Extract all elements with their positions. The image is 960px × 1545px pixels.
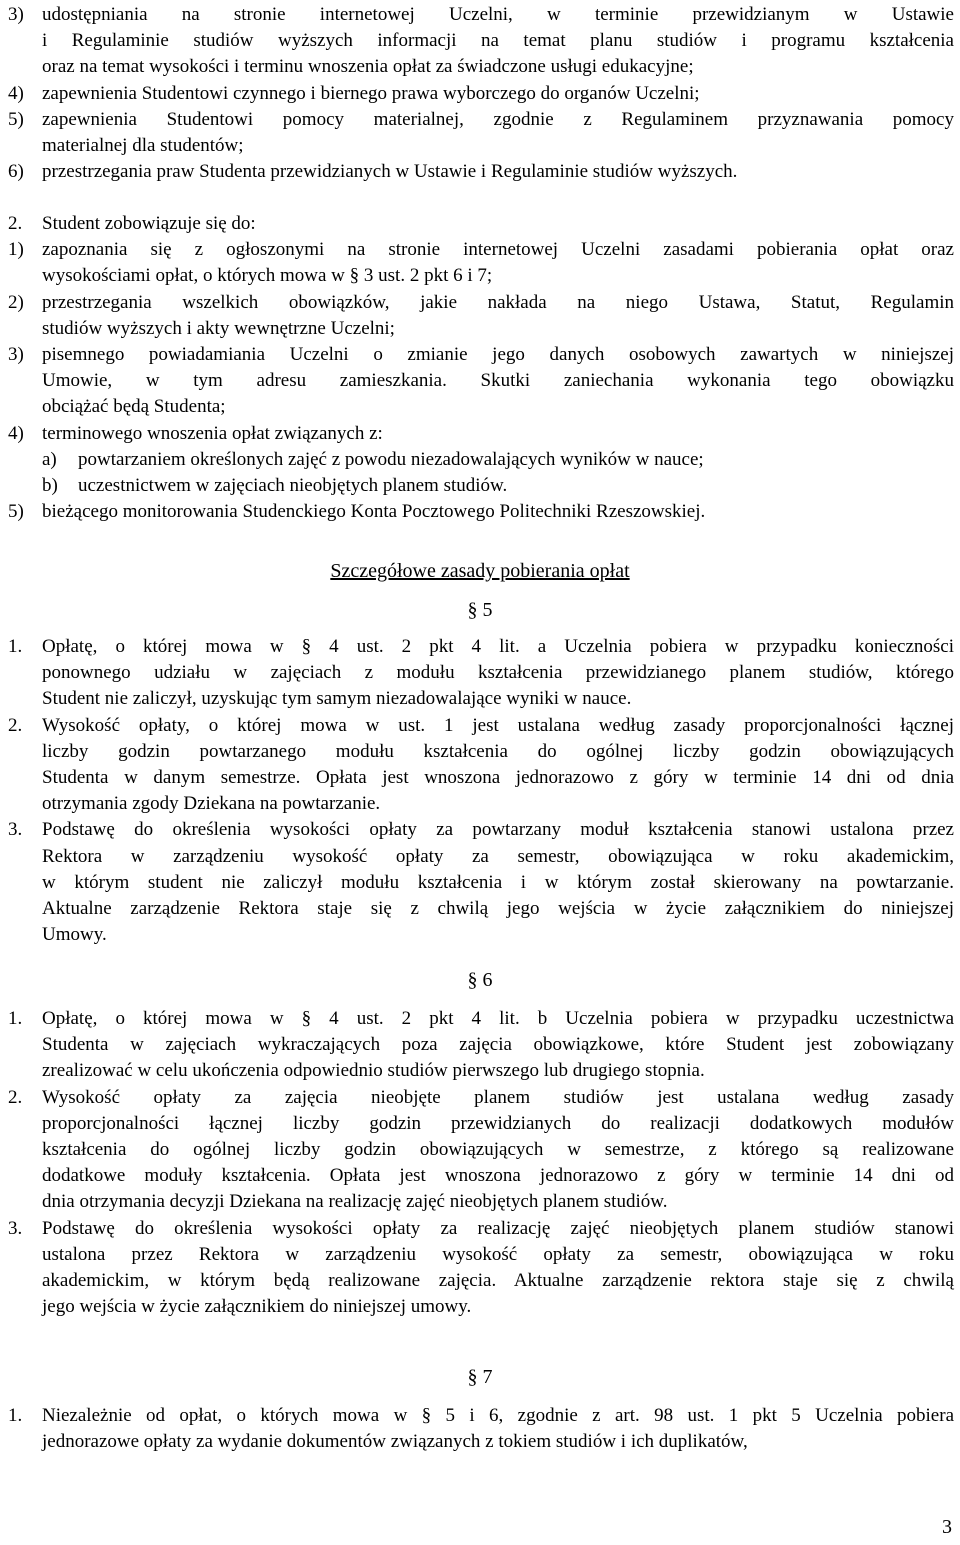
list-item xyxy=(0,1006,960,1032)
line-text: pisemnego powiadamiania Uczelni o zmianie jego danych osobowych zawartych w niniejszej xyxy=(42,344,954,365)
list-item xyxy=(0,473,960,499)
item-number: 1. xyxy=(8,1405,23,1426)
list-item xyxy=(0,791,960,817)
line-text: uczestnictwem w zajęciach nieobjętych planem studiów. xyxy=(78,475,508,496)
item-number: 2. xyxy=(8,1086,23,1108)
line-text: Studenta w zajęciach wykraczających poza zajęcia obowiązkowe, które Student jest zobowiązany xyxy=(42,1034,954,1056)
item-number: 1) xyxy=(8,239,24,261)
list-item xyxy=(0,896,960,922)
line-text: liczby godzin powtarzanego modułu kształcenia do ogólnej liczby godzin obowiązujących xyxy=(42,740,954,762)
list-item xyxy=(0,1268,960,1294)
list-item xyxy=(0,237,960,263)
line-text: Rektora w zarządzeniu wysokość opłaty za semestr, obowiązująca w roku akademickim, xyxy=(42,845,954,867)
paragraph-mark-text: § 5 xyxy=(467,599,493,621)
list-item xyxy=(0,133,960,159)
list-item xyxy=(0,634,960,660)
item-number: 5) xyxy=(8,501,24,523)
line-text: Aktualne zarządzenie Rektora staje się z chwilą jego wejścia w życie załącznikiem do niniejszej xyxy=(42,898,954,919)
line-text: powtarzaniem określonych zajęć z powodu niezadowalających wyników w nauce; xyxy=(78,448,704,470)
item-number: 6) xyxy=(8,161,24,183)
section-heading xyxy=(0,558,960,584)
list-item xyxy=(0,1085,960,1111)
list-item xyxy=(0,394,960,420)
line-text: Umowy. xyxy=(42,924,107,946)
line-text: zapewnienia Studentowi pomocy materialnej, zgodnie z Regulaminem przyznawania pomocy xyxy=(42,108,954,130)
line-text: materialnej dla studentów; xyxy=(42,135,244,156)
line-text: ustalona przez Rektora w zarządzeniu wysokość opłaty za semestr, obowiązująca w roku xyxy=(42,1243,954,1265)
line-text: Niezależnie od opłat, o których mowa w § 5 i 6, zgodnie z art. 98 ust. 1 pkt 5 Uczelnia pobiera xyxy=(42,1405,954,1426)
item-number: 2) xyxy=(8,291,24,313)
paragraph-mark-text: § 7 xyxy=(467,1366,493,1388)
paragraph-mark xyxy=(0,597,960,623)
line-text: Umowie, w tym adresu zamieszkania. Skutki zaniechania wykonania tego obowiązku xyxy=(42,370,954,392)
section-heading-text: Szczegółowe zasady pobierania opłat xyxy=(330,560,630,582)
item-number: 1. xyxy=(8,1008,23,1029)
list-item xyxy=(0,1216,960,1242)
item-number: 3) xyxy=(8,344,24,365)
line-text: terminowego wnoszenia opłat związanych z: xyxy=(42,422,383,444)
list-item xyxy=(0,660,960,686)
line-text: Wysokość opłaty za zajęcia nieobjęte planem studiów jest ustalana według zasady xyxy=(42,1086,954,1108)
list-item xyxy=(0,1429,960,1455)
line-text: akademickim, w którym będą realizowane zajęcia. Aktualne zarządzenie rektora staje się z chwilą xyxy=(42,1270,954,1291)
line-text: i Regulaminie studiów wyższych informacji na temat planu studiów i programu kształcenia xyxy=(42,30,954,52)
list-item xyxy=(0,686,960,712)
list-item xyxy=(0,159,960,185)
line-text: oraz na temat wysokości i terminu wnoszenia opłat za świadczone usługi edukacyjne; xyxy=(42,56,694,78)
item-number: 2. xyxy=(8,213,23,234)
line-text: wysokościami opłat, o których mowa w § 3 ust. 2 pkt 6 i 7; xyxy=(42,265,493,287)
list-item xyxy=(0,1137,960,1163)
paragraph-mark xyxy=(0,967,960,993)
line-text: obciążać będą Studenta; xyxy=(42,396,226,418)
item-number: 3. xyxy=(8,1217,23,1239)
list-item xyxy=(0,81,960,107)
list-item xyxy=(0,765,960,791)
list-item xyxy=(0,870,960,896)
line-text: ponownego udziału w zajęciach z modułu kształcenia przewidzianego planem studiów, którego xyxy=(42,662,954,684)
item-number: a) xyxy=(42,448,57,470)
line-text: przestrzegania wszelkich obowiązków, jakie nakłada na niego Ustawa, Statut, Regulamin xyxy=(42,291,954,313)
list-item xyxy=(0,817,960,843)
list-item xyxy=(0,1242,960,1268)
line-text: zapoznania się z ogłoszonymi na stronie internetowej Uczelni zasadami pobierania opłat oraz xyxy=(42,239,954,261)
list-item xyxy=(0,28,960,54)
line-text: Wysokość opłaty, o której mowa w ust. 1 jest ustalana według zasady proporcjonalności łącznej xyxy=(42,714,954,736)
line-text: w którym student nie zaliczył modułu kształcenia i w którym został skierowany na powtarzanie. xyxy=(42,871,954,893)
line-text: przestrzegania praw Studenta przewidzianych w Ustawie i Regulaminie studiów wyższych. xyxy=(42,161,738,183)
list-item xyxy=(0,290,960,316)
list-item xyxy=(0,447,960,473)
list-item xyxy=(0,1403,960,1429)
item-number: 3) xyxy=(8,4,24,25)
list-item xyxy=(0,342,960,368)
list-item xyxy=(0,922,960,948)
line-text: Podstawę do określenia wysokości opłaty za realizację zajęć nieobjętych planem studiów stanowi xyxy=(42,1217,954,1239)
item-number: 1. xyxy=(8,636,23,657)
list-item xyxy=(0,1111,960,1137)
item-number: 4) xyxy=(8,82,24,104)
list-item xyxy=(0,316,960,342)
line-text: Student nie zaliczył, uzyskując tym samym niezadowalające wyniki w nauce. xyxy=(42,688,632,710)
line-text: studiów wyższych i akty wewnętrzne Uczelni; xyxy=(42,317,395,339)
line-text: jednorazowe opłaty za wydanie dokumentów związanych z tokiem studiów i ich duplikatów, xyxy=(42,1431,748,1453)
list-item xyxy=(0,1163,960,1189)
list-item xyxy=(0,421,960,447)
list-item xyxy=(0,499,960,525)
list-item xyxy=(0,844,960,870)
list-item xyxy=(0,1058,960,1084)
line-text: otrzymania zgody Dziekana na powtarzanie. xyxy=(42,793,381,815)
line-text: Opłatę, o której mowa w § 4 ust. 2 pkt 4 lit. b Uczelnia pobiera w przypadku uczestnictwa xyxy=(42,1008,954,1029)
list-item xyxy=(0,368,960,394)
item-number: 5) xyxy=(8,108,24,130)
line-text: proporcjonalności łącznej liczby godzin przewidzianych do realizacji dodatkowych modułów xyxy=(42,1112,954,1134)
paragraph-mark xyxy=(0,1364,960,1390)
list-item xyxy=(0,54,960,80)
list-item xyxy=(0,2,960,28)
line-text: udostępniania na stronie internetowej Uczelni, w terminie przewidzianym w Ustawie xyxy=(42,4,954,25)
list-item xyxy=(0,713,960,739)
line-text: jego wejścia w życie załącznikiem do niniejszej umowy. xyxy=(42,1296,472,1318)
line-text: bieżącego monitorowania Studenckiego Konta Pocztowego Politechniki Rzeszowskiej. xyxy=(42,501,706,523)
line-text: Student zobowiązuje się do: xyxy=(42,213,256,234)
list-item xyxy=(0,739,960,765)
item-number: 3. xyxy=(8,819,23,841)
line-text: zapewnienia Studentowi czynnego i biernego prawa wyborczego do organów Uczelni; xyxy=(42,82,700,104)
item-number: b) xyxy=(42,475,58,496)
line-text: dodatkowe moduły kształcenia. Opłata jest wnoszona jednorazowo z góry w terminie 14 dni od xyxy=(42,1165,954,1187)
item-number: 2. xyxy=(8,714,23,736)
paragraph-mark-text: § 6 xyxy=(467,969,493,991)
line-text: dnia otrzymania decyzji Dziekana na realizację zajęć nieobjętych planem studiów. xyxy=(42,1191,668,1213)
list-item xyxy=(0,1032,960,1058)
list-item xyxy=(0,1189,960,1215)
line-text: kształcenia do ogólnej liczby godzin obowiązujących w semestrze, z którego są realizowane xyxy=(42,1139,954,1160)
list-item xyxy=(0,1294,960,1320)
section-intro xyxy=(0,211,960,237)
list-item xyxy=(0,107,960,133)
line-text: zrealizować w celu ukończenia odpowiednio studiów pierwszego lub drugiego stopnia. xyxy=(42,1060,705,1082)
item-number: 4) xyxy=(8,422,24,444)
line-text: Opłatę, o której mowa w § 4 ust. 2 pkt 4 lit. a Uczelnia pobiera w przypadku konieczności xyxy=(42,636,954,657)
line-text: Podstawę do określenia wysokości opłaty za powtarzany moduł kształcenia stanowi ustalona przez xyxy=(42,819,954,841)
list-item xyxy=(0,263,960,289)
line-text: Studenta w danym semestrze. Opłata jest wnoszona jednorazowo z góry w terminie 14 dni od dnia xyxy=(42,767,954,788)
page-number: 3 xyxy=(942,1516,952,1538)
